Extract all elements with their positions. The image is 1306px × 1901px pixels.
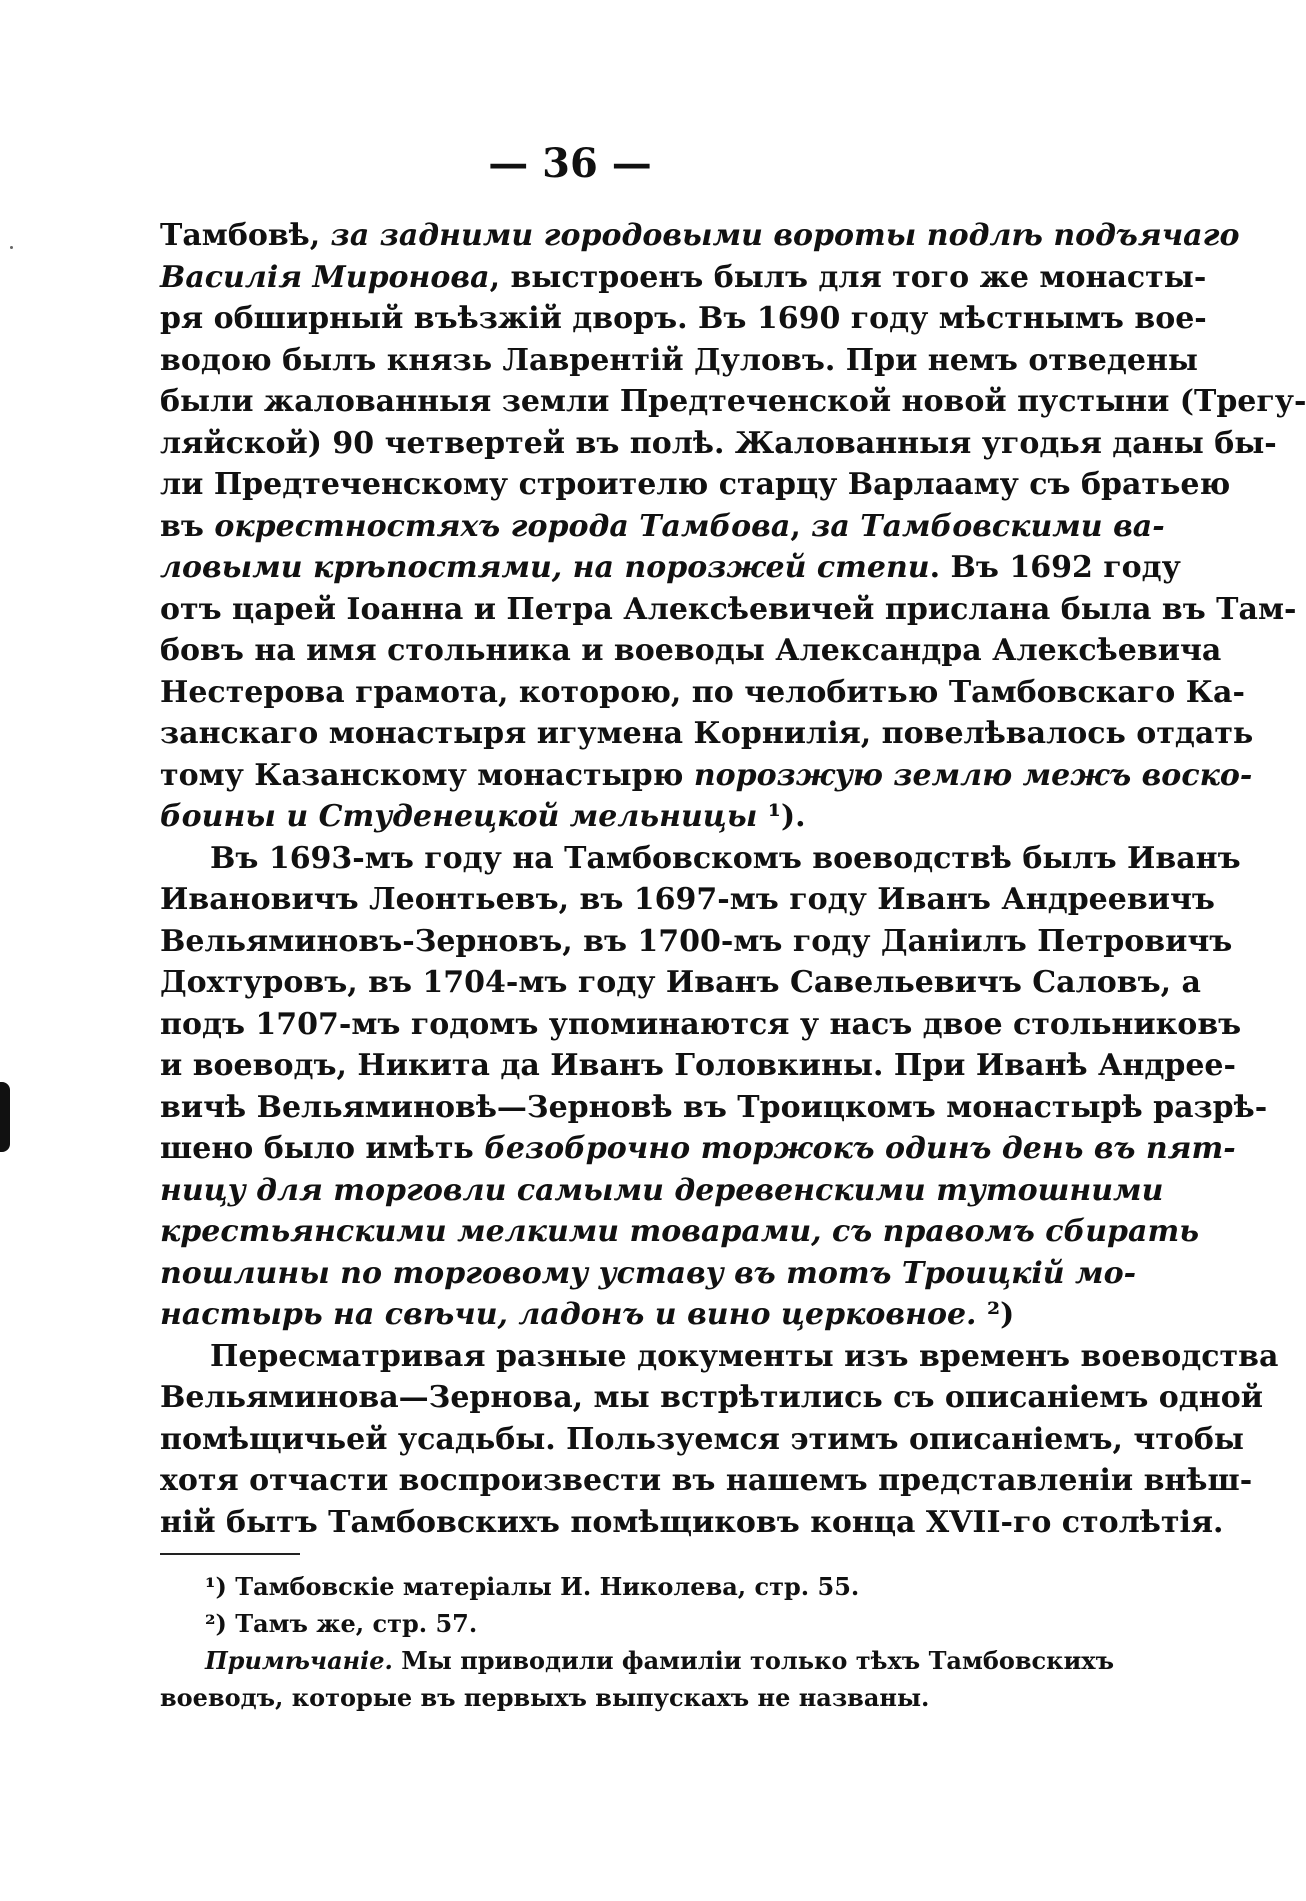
text-segment: Дохтуровъ, въ 1704-мъ году Иванъ Савельевичъ Саловъ, а xyxy=(160,965,1201,1000)
main-text xyxy=(160,215,1306,1543)
text-line xyxy=(160,1336,1279,1378)
footnote-2: ²) Тамъ же, стр. 57. xyxy=(205,1609,478,1638)
text-line xyxy=(160,464,1231,506)
footnote-separator xyxy=(160,1553,300,1555)
text-line xyxy=(160,1128,1236,1170)
text-line xyxy=(160,340,1199,382)
text-line xyxy=(160,257,1207,299)
text-segment: отъ царей Іоанна и Петра Алексѣевичей прислана была въ Там- xyxy=(160,591,1297,627)
text-segment: и воеводъ, Никита да Иванъ Головкины. При Иванѣ Андрее- xyxy=(160,1048,1236,1083)
text-line xyxy=(160,838,1241,880)
text-line xyxy=(160,1045,1236,1087)
text-segment: Ивановичъ Леонтьевъ, въ 1697-мъ году Иванъ Андреевичъ xyxy=(160,882,1215,917)
italic-segment: боины и Студенецкой мельницы xyxy=(160,799,758,834)
text-line xyxy=(160,423,1277,465)
text-segment: Вельяминовъ-Зерновъ, въ 1700-мъ году Даніилъ Петровичъ xyxy=(160,923,1233,959)
page-number: — 36 — xyxy=(488,140,652,187)
speck xyxy=(10,246,13,249)
text-segment: въ xyxy=(160,508,215,544)
text-segment: шено было имѣть xyxy=(160,1131,485,1166)
text-segment: , выстроенъ былъ для того же монасты- xyxy=(489,259,1207,295)
text-line xyxy=(160,381,1306,423)
text-segment: . Въ 1692 году xyxy=(929,550,1181,585)
text-line xyxy=(160,879,1215,921)
italic-segment: настырь на свѣчи, ладонъ и вино церковное. xyxy=(160,1297,977,1332)
italic-segment: безоброчно торжокъ одинъ день въ пят- xyxy=(484,1131,1236,1166)
italic-segment: ницу для торговли самыми деревенскими тутошними xyxy=(160,1172,1164,1208)
text-line xyxy=(160,962,1201,1004)
text-segment: ли Предтеченскому строителю старцу Варлааму съ братьею xyxy=(160,467,1231,502)
text-line xyxy=(160,1087,1268,1129)
italic-segment: за Тамбовскими ва- xyxy=(811,508,1165,544)
italic-segment: порозжую землю межъ воско- xyxy=(693,757,1253,793)
text-line xyxy=(160,298,1207,340)
footnotes xyxy=(160,1568,1114,1716)
text-line xyxy=(160,506,1165,548)
text-segment: , xyxy=(790,508,812,544)
text-line xyxy=(160,215,1240,257)
text-segment: были жалованныя земли Предтеченской новой пустыни (Трегу- xyxy=(160,384,1306,419)
text-line xyxy=(160,672,1245,714)
note-label: Примѣчаніе. xyxy=(205,1646,393,1675)
text-line xyxy=(160,921,1233,963)
text-segment: бовъ на имя стольника и воеводы Александра Алексѣевича xyxy=(160,633,1222,668)
text-line xyxy=(160,713,1254,755)
note-text: Мы приводили фамиліи только тѣхъ Тамбовскихъ xyxy=(392,1646,1114,1675)
text-line xyxy=(160,1170,1164,1212)
text-segment: Нестерова грамота, которою, по челобитью Тамбовскаго Ка- xyxy=(160,674,1245,710)
text-segment: ляйской) 90 четвертей въ полѣ. Жалованныя угодья даны бы- xyxy=(160,425,1277,461)
text-line xyxy=(160,1419,1244,1461)
italic-segment: окрестностяхъ города Тамбова xyxy=(214,508,791,544)
text-segment: ¹). xyxy=(757,799,806,834)
text-segment: ²) xyxy=(976,1297,1015,1332)
text-segment: Въ 1693-мъ году на Тамбовскомъ воеводствѣ былъ Иванъ xyxy=(210,840,1241,876)
text-segment: ря обширный въѣзжій дворъ. Въ 1690 году мѣстнымъ вое- xyxy=(160,301,1207,336)
text-segment: ній бытъ Тамбовскихъ помѣщиковъ конца XVII-го столѣтія. xyxy=(160,1504,1224,1540)
editor-note-continuation: воеводъ, которые въ первыхъ выпускахъ не названы. xyxy=(160,1683,930,1712)
text-line xyxy=(160,1502,1224,1544)
italic-segment: крестьянскими мелкими товарами, съ правомъ сбирать xyxy=(160,1214,1199,1249)
italic-segment: ловыми крѣпостями, на порозжей степи xyxy=(160,550,930,585)
text-line xyxy=(160,1004,1242,1046)
text-line xyxy=(160,589,1297,631)
text-segment: вичѣ Вельяминовѣ—Зерновѣ въ Троицкомъ монастырѣ разрѣ- xyxy=(160,1089,1268,1125)
text-line xyxy=(160,1211,1199,1253)
text-line xyxy=(160,1460,1253,1502)
text-segment: тому Казанскому монастырю xyxy=(160,757,694,793)
italic-segment: пошлины по торговому уставу въ тотъ Троицкій мо- xyxy=(160,1255,1137,1291)
text-segment: Тамбовѣ, xyxy=(160,218,331,253)
text-segment: водою былъ князь Лаврентій Дуловъ. При немъ отведены xyxy=(160,342,1199,378)
italic-segment: за задними городовыми вороты подлѣ подъячаго xyxy=(330,218,1240,253)
text-line xyxy=(160,1377,1264,1419)
italic-segment: Василія Миронова xyxy=(160,259,490,295)
text-line xyxy=(160,630,1222,672)
text-segment: подъ 1707-мъ годомъ упоминаются у насъ двое стольниковъ xyxy=(160,1006,1242,1042)
text-line xyxy=(160,547,1181,589)
text-segment: помѣщичьей усадьбы. Пользуемся этимъ описаніемъ, чтобы xyxy=(160,1421,1244,1457)
text-segment: хотя отчасти воспроизвести въ нашемъ представленіи внѣш- xyxy=(160,1463,1253,1498)
text-segment: Вельяминова—Зернова, мы встрѣтились съ описаніемъ одной xyxy=(160,1380,1264,1415)
text-line xyxy=(160,1253,1137,1295)
text-line xyxy=(160,755,1253,797)
footnote-1: ¹) Тамбовскіе матеріалы И. Николева, стр. 55. xyxy=(205,1572,860,1601)
text-line xyxy=(160,1294,1020,1336)
text-segment: Пересматривая разные документы изъ временъ воеводства xyxy=(210,1338,1279,1374)
text-segment: занскаго монастыря игумена Корнилія, повелѣвалось отдать xyxy=(160,716,1254,751)
text-line xyxy=(160,796,1020,838)
page-edge-mark xyxy=(0,1082,10,1152)
editor-note xyxy=(205,1642,1114,1679)
